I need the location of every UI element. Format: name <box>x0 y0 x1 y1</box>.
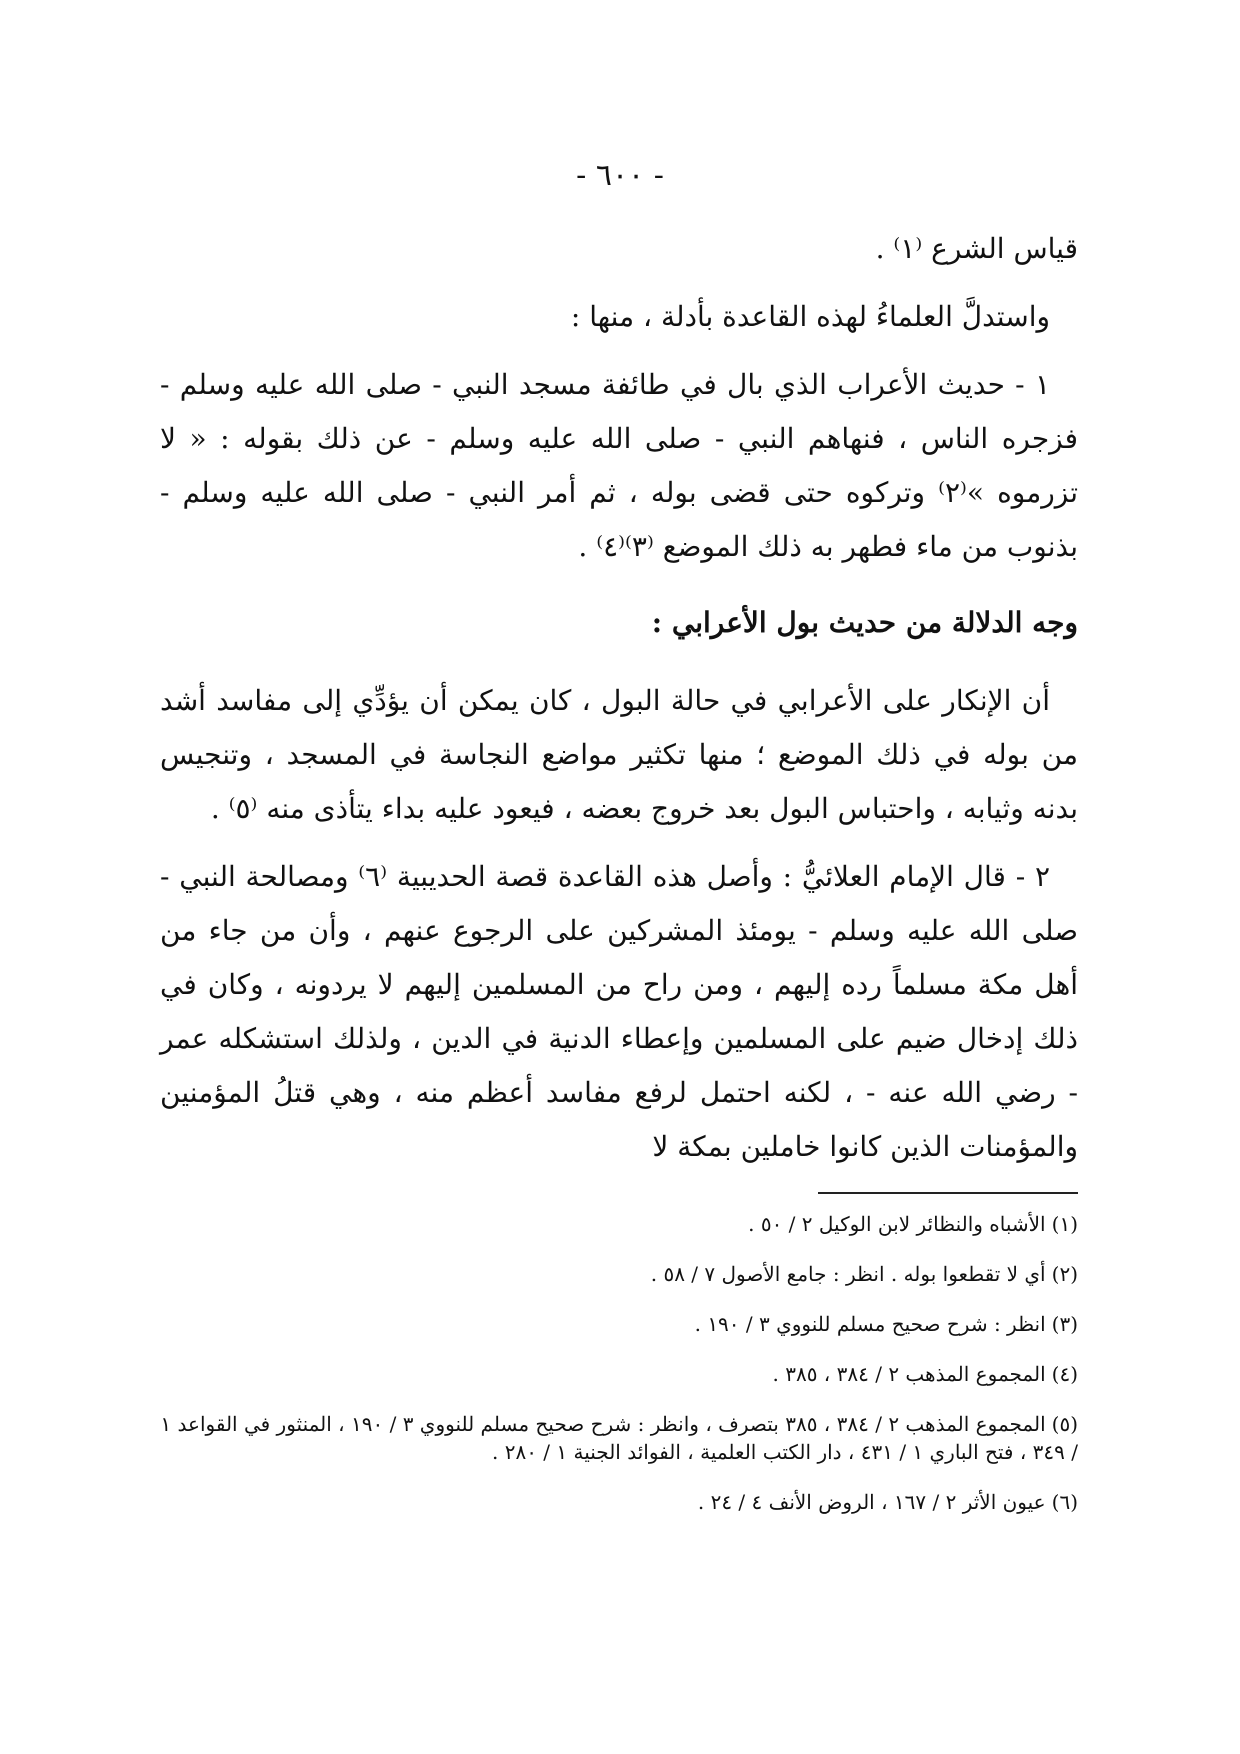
footnotes <box>160 1210 1078 1538</box>
footnote-item <box>160 1210 1078 1238</box>
paragraph-explanation: أن الإنكار على الأعرابي في حالة البول ، كان يمكن أن يؤدِّي إلى مفاسد أشد من بوله في ذلك الموضع ؛ منها تكثير مواضع النجاسة في المسجد ، وتنجيس بدنه وثيابه ، واحتباس البول بعد خروج بعضه ، فيعود عليه بداء يتأذى منه ⁽٥⁾ . <box>160 684 1078 825</box>
footnote-number: (٤) <box>1051 1362 1078 1386</box>
main-text <box>160 222 1078 1188</box>
footnote-number: (٦) <box>1051 1490 1078 1514</box>
paragraph-continuation: قياس الشرع ⁽١⁾ . <box>875 232 1078 265</box>
footnote-number: (٢) <box>1051 1262 1078 1286</box>
footnote-number: (٣) <box>1051 1312 1078 1336</box>
footnote-number: (٥) <box>1051 1412 1078 1436</box>
footnote-text: انظر : شرح صحيح مسلم للنووي ٣ / ١٩٠ . <box>694 1312 1046 1336</box>
footnote-text: أي لا تقطعوا بوله . انظر : جامع الأصول ٧ / ٥٨ . <box>650 1262 1046 1286</box>
footnote-item <box>160 1310 1078 1338</box>
footnote-separator <box>818 1192 1078 1194</box>
paragraph-evidence-2: ٢ - قال الإمام العلائيُّ : وأصل هذه القاعدة قصة الحديبية ⁽٦⁾ ومصالحة النبي - صلى الله عليه وسلم - يومئذ المشركين على الرجوع عنهم ، وأن من جاء من أهل مكة مسلماً رده إليهم ، ومن راح من المسلمين إليهم لا يردونه ، وكان في ذلك إدخال ضيم على المسلمين وإعطاء الدنية في الدين ، ولذلك استشكله عمر - رضي الله عنه - ، لكنه احتمل لرفع مفاسد أعظم منه ، وهي قتلُ المؤمنين والمؤمنات الذين كانوا خاملين بمكة لا <box>160 860 1079 1163</box>
footnote-item <box>160 1488 1078 1516</box>
paragraph-intro: واستدلَّ العلماءُ لهذه القاعدة بأدلة ، منها : <box>570 300 1050 333</box>
page-number: - ٦٠٠ - <box>576 158 664 193</box>
footnote-text: المجموع المذهب ٢ / ٣٨٤ ، ٣٨٥ . <box>772 1362 1046 1386</box>
section-heading: وجه الدلالة من حديث بول الأعرابي : <box>651 606 1078 639</box>
footnote-text: الأشباه والنظائر لابن الوكيل ٢ / ٥٠ . <box>748 1212 1046 1236</box>
footnote-text: المجموع المذهب ٢ / ٣٨٤ ، ٣٨٥ بتصرف ، وانظر : شرح صحيح مسلم للنووي ٣ / ١٩٠ ، المنثور في القواعد ١ / ٣٤٩ ، فتح الباري ١ / ٤٣١ ، دار الكتب العلمية ، الفوائد الجنية ١ / ٢٨٠ . <box>160 1412 1078 1464</box>
paragraph-evidence-1: ١ - حديث الأعراب الذي بال في طائفة مسجد النبي - صلى الله عليه وسلم - فزجره الناس ، فنهاهم النبي - صلى الله عليه وسلم - عن ذلك بقوله : « لا تزرموه »⁽٢⁾ وتركوه حتى قضى بوله ، ثم أمر النبي - صلى الله عليه وسلم - بذنوب من ماء فطهر به ذلك الموضع ⁽٣⁾⁽٤⁾ . <box>160 368 1078 563</box>
footnote-item <box>160 1260 1078 1288</box>
footnote-number: (١) <box>1051 1212 1078 1236</box>
footnote-item <box>160 1410 1078 1466</box>
footnote-text: عيون الأثر ٢ / ١٦٧ ، الروض الأنف ٤ / ٢٤ . <box>697 1490 1046 1514</box>
footnote-item <box>160 1360 1078 1388</box>
